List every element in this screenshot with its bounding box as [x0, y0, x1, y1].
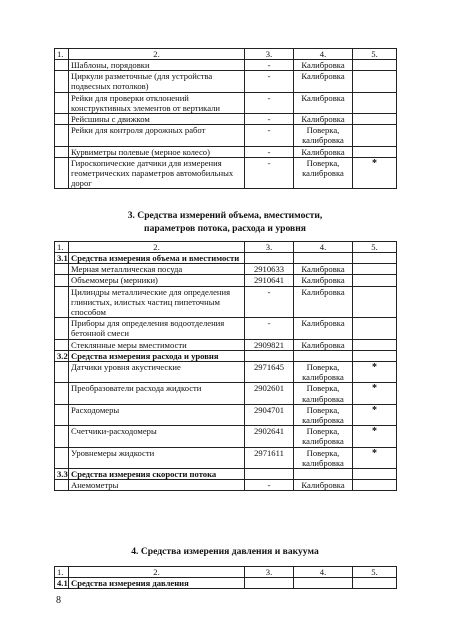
mark-cell [353, 275, 397, 286]
mark-cell [353, 125, 397, 146]
instrument-name: Средства измерения объема и вместимости [69, 253, 245, 264]
instrument-name: Анемометры [69, 480, 245, 491]
okp-code [245, 253, 294, 264]
verification-type: Поверка, калибровка [294, 383, 353, 404]
instrument-name: Расходомеры [69, 404, 245, 425]
okp-code: - [245, 480, 294, 491]
mark-cell [353, 383, 397, 404]
table-row [55, 447, 397, 468]
header-cell-5: 5. [353, 567, 397, 578]
okp-code [245, 469, 294, 480]
table-row [55, 383, 397, 404]
verification-type: Калибровка [294, 264, 353, 275]
verification-type: Калибровка [294, 146, 353, 157]
verification-type: Поверка, калибровка [294, 125, 353, 146]
header-row [55, 567, 397, 578]
instrument-name: Средства измерения скорости потока [69, 469, 245, 480]
table-row [55, 426, 397, 447]
okp-code: 2971645 [245, 362, 294, 383]
table-row [55, 92, 397, 113]
row-number [55, 264, 69, 275]
instrument-name: Рейсшины с движком [69, 114, 245, 125]
instrument-name: Датчики уровня акустические [69, 362, 245, 383]
okp-code: - [245, 286, 294, 318]
verification-type: Калибровка [294, 275, 353, 286]
verification-type: Калибровка [294, 92, 353, 113]
instrument-name: Шаблоны, порядовки [69, 60, 245, 71]
header-cell-2: 2. [69, 567, 245, 578]
instruments-table-section4 [54, 566, 397, 589]
subsection-row [55, 350, 397, 361]
table-row [55, 404, 397, 425]
table-row [55, 339, 397, 350]
instrument-name: Средства измерения давления [69, 578, 245, 589]
okp-code: - [245, 71, 294, 92]
row-number [55, 318, 69, 339]
okp-code: 2904701 [245, 404, 294, 425]
verification-type: Поверка, калибровка [294, 362, 353, 383]
table-row [55, 146, 397, 157]
instruments-table-section3 [54, 241, 397, 491]
okp-code: - [245, 125, 294, 146]
row-number [55, 339, 69, 350]
header-cell-3: 3. [245, 242, 294, 253]
table-row [55, 275, 397, 286]
okp-code [245, 578, 294, 589]
table-row [55, 60, 397, 71]
verification-type: Калибровка [294, 480, 353, 491]
mark-cell [353, 469, 397, 480]
header-row [55, 242, 397, 253]
header-cell-2: 2. [69, 242, 245, 253]
verification-type: Поверка, калибровка [294, 426, 353, 447]
section-3-heading-line1: 3. Средства измерений объема, вместимости, [127, 210, 323, 221]
verification-type: Поверка, калибровка [294, 404, 353, 425]
header-cell-5: 5. [353, 49, 397, 60]
table-row [55, 264, 397, 275]
instrument-name: Цилиндры металлические для определения глинистых, илистых частиц пипеточным способом [69, 286, 245, 318]
mark-cell [353, 339, 397, 350]
section-4-heading: 4. Средства измерения давления и вакуума [131, 546, 319, 557]
okp-code: 2909821 [245, 339, 294, 350]
mark-cell [353, 253, 397, 264]
subsection-row [55, 469, 397, 480]
mark-cell [353, 146, 397, 157]
asterisk-mark: * [372, 362, 377, 374]
instrument-name: Гироскопические датчики для измерения геометрических параметров автомобильных дорог [69, 157, 245, 189]
mark-cell [353, 318, 397, 339]
okp-code: 2910641 [245, 275, 294, 286]
row-number: 4.1 [55, 578, 69, 589]
verification-type: Поверка, калибровка [294, 157, 353, 189]
verification-type [294, 253, 353, 264]
header-cell-3: 3. [245, 49, 294, 60]
verification-type [294, 350, 353, 361]
row-number [55, 275, 69, 286]
asterisk-mark: * [372, 157, 377, 169]
subsection-row [55, 253, 397, 264]
okp-code: 2910633 [245, 264, 294, 275]
section-3-heading [54, 209, 396, 235]
okp-code: 2971611 [245, 447, 294, 468]
mark-cell [353, 350, 397, 361]
table-row [55, 362, 397, 383]
row-number [55, 146, 69, 157]
table-row [55, 318, 397, 339]
asterisk-mark: * [372, 383, 377, 395]
okp-code: 2902641 [245, 426, 294, 447]
instrument-name: Рейки для проверки отклонений конструктивных элементов от вертикали [69, 92, 245, 113]
table-row [55, 286, 397, 318]
mark-cell [353, 114, 397, 125]
header-row [55, 49, 397, 60]
table-row [55, 480, 397, 491]
row-number [55, 480, 69, 491]
header-cell-1: 1. [55, 242, 69, 253]
okp-code: - [245, 318, 294, 339]
verification-type [294, 469, 353, 480]
asterisk-mark: * [372, 447, 377, 459]
header-cell-4: 4. [294, 242, 353, 253]
table-row [55, 125, 397, 146]
asterisk-mark: * [372, 426, 377, 438]
verification-type: Калибровка [294, 339, 353, 350]
okp-code [245, 350, 294, 361]
verification-type: Калибровка [294, 60, 353, 71]
verification-type: Поверка, калибровка [294, 447, 353, 468]
instrument-name: Рейки для контроля дорожных работ [69, 125, 245, 146]
instrument-name: Мерная металлическая посуда [69, 264, 245, 275]
verification-type [294, 578, 353, 589]
mark-cell [353, 286, 397, 318]
instrument-name: Средства измерения расхода и уровня [69, 350, 245, 361]
okp-code: - [245, 60, 294, 71]
header-cell-1: 1. [55, 49, 69, 60]
mark-cell [353, 60, 397, 71]
row-number [55, 157, 69, 189]
mark-cell [353, 92, 397, 113]
mark-cell [353, 362, 397, 383]
verification-type: Калибровка [294, 318, 353, 339]
row-number [55, 71, 69, 92]
instruments-table-section2 [54, 48, 397, 189]
table-row [55, 157, 397, 189]
instrument-name: Объемомеры (мерники) [69, 275, 245, 286]
okp-code: - [245, 157, 294, 189]
row-number [55, 426, 69, 447]
section-3-heading-line2: параметров потока, расхода и уровня [144, 223, 306, 234]
instrument-name: Приборы для определения водоотделения бетонной смеси [69, 318, 245, 339]
instrument-name: Курвиметры полевые (мерное колесо) [69, 146, 245, 157]
mark-cell [353, 71, 397, 92]
row-number [55, 383, 69, 404]
okp-code: 2902601 [245, 383, 294, 404]
verification-type: Калибровка [294, 71, 353, 92]
header-cell-5: 5. [353, 242, 397, 253]
instrument-name: Уровнемеры жидкости [69, 447, 245, 468]
mark-cell [353, 426, 397, 447]
instrument-name: Циркули разметочные (для устройства подвесных потолков) [69, 71, 245, 92]
row-number [55, 447, 69, 468]
row-number [55, 92, 69, 113]
header-cell-4: 4. [294, 567, 353, 578]
row-number [55, 60, 69, 71]
okp-code: - [245, 92, 294, 113]
instrument-name: Преобразователи расхода жидкости [69, 383, 245, 404]
row-number: 3.1 [55, 253, 69, 264]
mark-cell [353, 578, 397, 589]
table-row [55, 114, 397, 125]
verification-type: Калибровка [294, 286, 353, 318]
row-number [55, 286, 69, 318]
subsection-row [55, 578, 397, 589]
mark-cell [353, 480, 397, 491]
asterisk-mark: * [372, 404, 377, 416]
row-number [55, 362, 69, 383]
row-number [55, 125, 69, 146]
header-cell-1: 1. [55, 567, 69, 578]
instrument-name: Стеклянные меры вместимости [69, 339, 245, 350]
mark-cell [353, 264, 397, 275]
mark-cell [353, 447, 397, 468]
header-cell-4: 4. [294, 49, 353, 60]
page-number: 8 [56, 595, 61, 606]
mark-cell [353, 157, 397, 189]
table-row [55, 71, 397, 92]
row-number [55, 404, 69, 425]
header-cell-2: 2. [69, 49, 245, 60]
row-number: 3.3 [55, 469, 69, 480]
verification-type: Калибровка [294, 114, 353, 125]
row-number [55, 114, 69, 125]
instrument-name: Счетчики-расходомеры [69, 426, 245, 447]
okp-code: - [245, 114, 294, 125]
row-number: 3.2 [55, 350, 69, 361]
okp-code: - [245, 146, 294, 157]
header-cell-3: 3. [245, 567, 294, 578]
mark-cell [353, 404, 397, 425]
